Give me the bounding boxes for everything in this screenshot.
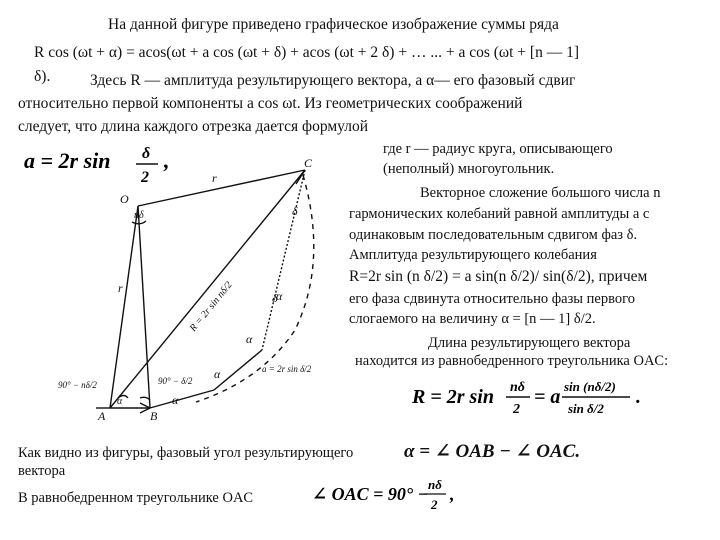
right-text-2: (неполный) многоугольник.: [383, 161, 555, 177]
svg-text:R = 2r sin: R = 2r sin: [412, 386, 494, 408]
svg-text:.: .: [636, 386, 641, 408]
svg-text:2: 2: [431, 497, 438, 512]
bottom-text-2: вектора: [18, 463, 66, 479]
label-right-angle: 90° − δ/2: [158, 376, 193, 386]
right-text-11: находится из равнобедренного треугольника OAC:: [355, 353, 669, 369]
svg-text:= a: = a: [534, 386, 561, 408]
svg-text:δ: δ: [142, 145, 151, 162]
radius-OA: [110, 206, 138, 408]
label-C: C: [304, 156, 313, 170]
label-delta-2: δ: [272, 291, 278, 305]
label-alpha-3: α: [214, 367, 221, 381]
label-ndelta: nδ: [134, 210, 144, 221]
svg-text:nδ: nδ: [428, 477, 442, 492]
svg-text:nδ: nδ: [510, 380, 525, 395]
intro-line-4: относительно первой компоненты a cos ωt. Из геометрических соображений: [18, 95, 523, 112]
formula-alpha: α = ∠ OAB − ∠ OAC.: [404, 441, 581, 462]
label-alpha-1: α: [276, 289, 283, 303]
intro-line-1: На данной фигуре приведено графическое изображение суммы ряда: [108, 16, 559, 33]
right-text-10: Длина результирующего вектора: [428, 335, 631, 351]
label-R-eq: R = 2r sin nδ/2: [187, 279, 235, 334]
label-O: O: [120, 192, 129, 206]
label-B: B: [150, 409, 158, 423]
label-alpha-A: α: [117, 396, 123, 407]
right-text-3: Векторное сложение большого числа n: [420, 185, 661, 201]
svg-text:,: ,: [164, 148, 170, 173]
radius-OB: [138, 206, 150, 408]
svg-text:a = 2r sin: a = 2r sin: [24, 148, 111, 173]
svg-text:,: ,: [450, 484, 455, 504]
right-text-9: слогаемого на величину α = [n — 1] δ/2.: [349, 311, 596, 327]
right-text-7: R=2r sin (n δ/2) = a sin(n δ/2)/ sin(δ/2), причем: [349, 268, 648, 285]
label-alpha-2: α: [246, 332, 253, 346]
intro-line-2: R cos (ωt + α) = acos(ωt + a cos (ωt + δ) + acos (ωt + 2 δ) + … ... + a cos (ωt + [n — 1]: [34, 44, 579, 61]
svg-text:sin (nδ/2): sin (nδ/2): [564, 379, 616, 394]
label-alpha-4: α: [172, 393, 179, 407]
intro-line-3b: Здесь R — амплитуда результирующего вектора, а α— его фазовый сдвиг: [90, 72, 576, 89]
label-delta-1: δ: [292, 204, 298, 218]
svg-text:2: 2: [513, 402, 520, 417]
right-text-1: где r — радиус круга, описывающего: [383, 141, 613, 157]
bottom-text-1: Как видно из фигуры, фазовый угол результирующего: [18, 445, 354, 461]
label-r-left: r: [118, 281, 123, 295]
intro-line-3a: δ).: [34, 68, 51, 85]
right-text-6: Амплитуда результирующего колебания: [349, 247, 597, 263]
label-a-eq: a = 2r sin δ/2: [262, 364, 312, 374]
right-text-5: одинаковым последовательным сдвигом фаз δ.: [349, 227, 638, 243]
svg-text:∠ OAC = 90° −: ∠ OAC = 90° −: [312, 484, 429, 504]
right-text-8: его фаза сдвинута относительно фазы первого: [349, 291, 635, 307]
label-A: A: [98, 409, 106, 423]
intro-line-5: следует, что длина каждого отрезка дается формулой: [18, 118, 368, 135]
right-text-4: гармонических колебаний равной амплитуды a с: [349, 206, 650, 222]
side-12: [214, 350, 262, 390]
bottom-text-3: В равнобедренном треугольнике OAC: [18, 490, 254, 506]
svg-text:sin δ/2: sin δ/2: [568, 401, 604, 416]
label-r-top: r: [212, 171, 217, 185]
label-left-angle: 90° − nδ/2: [58, 380, 97, 390]
angle-B: [140, 397, 150, 400]
svg-text:2: 2: [141, 169, 149, 186]
